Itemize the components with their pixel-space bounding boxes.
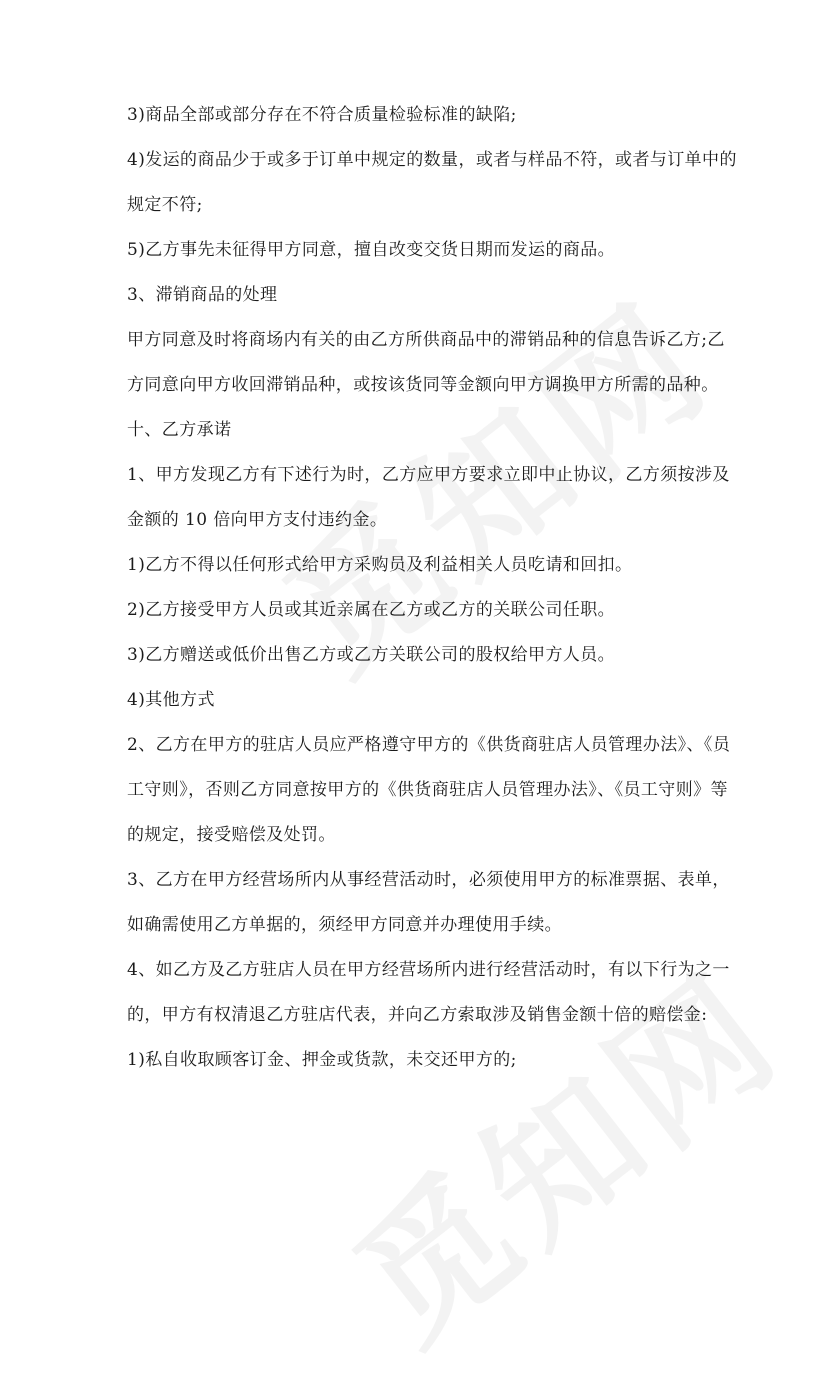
text-line: 5)乙方事先未征得甲方同意，擅自改变交货日期而发运的商品。 (127, 240, 616, 260)
text-line: 规定不符; (127, 195, 203, 215)
text-line: 2)乙方接受甲方人员或其近亲属在乙方或乙方的关联公司任职。 (127, 600, 616, 620)
text-line: 1)私自收取顾客订金、押金或货款，未交还甲方的; (127, 1050, 517, 1070)
text-line: 4)其他方式 (127, 690, 215, 710)
text-line: 1)乙方不得以任何形式给甲方采购员及利益相关人员吃请和回扣。 (127, 555, 633, 575)
text-line: 3)商品全部或部分存在不符合质量检验标准的缺陷; (127, 105, 517, 125)
text-line: 1、甲方发现乙方有下述行为时，乙方应甲方要求立即中止协议，乙方须按涉及 (127, 465, 730, 485)
text-line: 工守则》，否则乙方同意按甲方的《供货商驻店人员管理办法》、《员工守则》等 (127, 780, 728, 800)
text-line: 的，甲方有权清退乙方驻店代表，并向乙方索取涉及销售金额十倍的赔偿金: (127, 1005, 708, 1025)
section-heading: 十、乙方承诺 (127, 420, 232, 440)
text-line: 的规定，接受赔偿及处罚。 (127, 825, 336, 845)
text-line: 2、乙方在甲方的驻店人员应严格遵守甲方的《供货商驻店人员管理办法》、《员 (127, 735, 731, 755)
text-line: 方同意向甲方收回滞销品种，或按该货同等金额向甲方调换甲方所需的品种。 (127, 375, 719, 395)
text-line: 3、乙方在甲方经营场所内从事经营活动时，必须使用甲方的标准票据、表单， (127, 870, 730, 890)
watermark (304, 915, 815, 1381)
text-line: 4)发运的商品少于或多于订单中规定的数量，或者与样品不符，或者与订单中的 (127, 150, 737, 170)
text-line: 如确需使用乙方单据的，须经甲方同意并办理使用手续。 (127, 915, 562, 935)
text-line: 4、如乙方及乙方驻店人员在甲方经营场所内进行经营活动时，有以下行为之一 (127, 960, 730, 980)
section-heading: 3、滞销商品的处理 (127, 285, 278, 305)
text-line: 金额的 10 倍向甲方支付违约金。 (127, 510, 388, 530)
text-line: 3)乙方赠送或低价出售乙方或乙方关联公司的股权给甲方人员。 (127, 645, 616, 665)
text-line: 甲方同意及时将商场内有关的由乙方所供商品中的滞销品种的信息告诉乙方;乙 (127, 330, 725, 350)
